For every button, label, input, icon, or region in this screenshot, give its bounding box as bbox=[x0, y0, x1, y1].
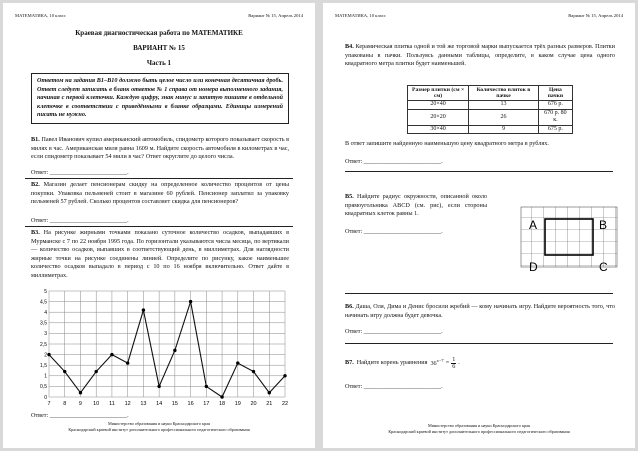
table-row bbox=[408, 100, 573, 109]
chart-point-9 bbox=[79, 391, 82, 394]
task-text: Павел Иванович купил американский автомобиль, спидометр которого показывает скорость в милях в час. Американская миля равна 1609 м. Найдите скорость автомобиля в километрах в час, если спидометр показывает 54 мили в час? Ответ округлите до целого числа. bbox=[31, 136, 289, 161]
chart-point-12 bbox=[126, 361, 129, 364]
table-cell: 20×40 bbox=[408, 100, 469, 109]
answer-b6[interactable]: Ответ: _________________________. bbox=[345, 328, 443, 335]
chart-point-8 bbox=[63, 370, 66, 373]
fraction-denominator: 6 bbox=[452, 363, 456, 371]
chart-grid bbox=[49, 291, 285, 397]
task-b7 bbox=[345, 357, 460, 370]
divider bbox=[345, 343, 613, 344]
divider bbox=[25, 226, 293, 227]
page-left bbox=[3, 3, 315, 448]
x-tick-label: 21 bbox=[266, 401, 273, 407]
chart-point-11 bbox=[110, 353, 113, 356]
task-text: Найдите радиус окружности, описанной около прямоугольника ABCD (см. рис), если стороны квадратных клеток равны 1. bbox=[345, 193, 487, 218]
task-label: В2. bbox=[31, 181, 40, 188]
chart-series-line bbox=[49, 302, 285, 397]
y-tick-label: 2 bbox=[44, 352, 47, 359]
chart-y-tick-labels bbox=[40, 289, 47, 401]
chart-point-16 bbox=[189, 300, 192, 303]
x-tick-label: 7 bbox=[47, 401, 51, 407]
table-header-cell: Количество плиток в пачке bbox=[469, 86, 539, 101]
x-tick-label: 11 bbox=[109, 401, 115, 407]
y-tick-label: 2,5 bbox=[40, 341, 47, 348]
table-cell: 20×20 bbox=[408, 109, 469, 125]
task-label: В1. bbox=[31, 136, 40, 143]
table-cell: 26 bbox=[469, 109, 539, 125]
vertex-d-label: D bbox=[529, 260, 538, 274]
y-tick-label: 0 bbox=[44, 394, 47, 401]
chart-point-7 bbox=[47, 353, 50, 356]
page-right bbox=[323, 3, 635, 448]
equation-exponent: x−7 bbox=[436, 358, 444, 364]
header-subject: МАТЕМАТИКА, 10 класс bbox=[335, 13, 386, 18]
task-b1 bbox=[31, 136, 289, 162]
grid-paper bbox=[521, 207, 617, 267]
x-tick-label: 20 bbox=[250, 401, 257, 407]
task-b6 bbox=[345, 303, 615, 320]
fraction-numerator: 1 bbox=[452, 356, 456, 363]
x-tick-label: 18 bbox=[219, 401, 226, 407]
task-b4 bbox=[345, 43, 615, 69]
divider bbox=[345, 293, 613, 294]
answer-b5[interactable]: Ответ: _________________________. bbox=[345, 228, 443, 235]
task-label: В4. bbox=[345, 43, 354, 50]
vertex-c-label: C bbox=[599, 260, 608, 274]
precipitation-chart bbox=[29, 287, 291, 409]
table-row bbox=[408, 125, 573, 134]
table-cell: 675 р. bbox=[538, 125, 572, 134]
header-variant: Вариант № 15, Апрель 2014 bbox=[248, 13, 303, 18]
answer-b4[interactable]: Ответ: _________________________. bbox=[345, 158, 443, 165]
answer-b7[interactable]: Ответ: _________________________. bbox=[345, 383, 443, 390]
rectangle-abcd-figure bbox=[519, 205, 623, 277]
chart-point-13 bbox=[142, 308, 145, 311]
divider bbox=[25, 178, 293, 179]
y-tick-label: 4,5 bbox=[40, 299, 47, 306]
vertex-b-label: B bbox=[599, 218, 608, 232]
x-tick-label: 15 bbox=[171, 401, 178, 407]
page-footer bbox=[333, 423, 625, 434]
x-tick-label: 14 bbox=[156, 401, 163, 407]
page-header bbox=[15, 13, 303, 18]
x-tick-label: 13 bbox=[140, 401, 147, 407]
equation-end: . bbox=[458, 359, 460, 367]
chart-point-10 bbox=[95, 370, 98, 373]
chart-point-21 bbox=[268, 391, 271, 394]
answer-b1[interactable]: Ответ: _________________________. bbox=[31, 169, 129, 176]
answer-b3[interactable]: Ответ: _________________________. bbox=[31, 412, 129, 419]
divider bbox=[345, 171, 613, 172]
chart-point-15 bbox=[173, 349, 176, 352]
x-tick-label: 10 bbox=[93, 401, 100, 407]
chart-point-18 bbox=[220, 395, 223, 398]
table-header-row bbox=[408, 86, 573, 101]
chart-point-19 bbox=[236, 361, 239, 364]
y-tick-label: 4 bbox=[44, 310, 47, 316]
footer-line: Краснодарский краевой институт дополнительного профессионального педагогического образования bbox=[68, 426, 250, 432]
footer-line: Министерство образования и науки Краснодарского края bbox=[428, 423, 530, 428]
header-subject: МАТЕМАТИКА, 10 класс bbox=[15, 13, 66, 18]
footer-line: Министерство образования и науки Краснодарского края bbox=[108, 421, 210, 426]
x-tick-label: 17 bbox=[203, 401, 210, 407]
fraction bbox=[451, 357, 456, 370]
y-tick-label: 1,5 bbox=[40, 363, 47, 369]
header-variant: Вариант № 15, Апрель 2014 bbox=[568, 13, 623, 18]
table-cell: 9 bbox=[469, 125, 539, 134]
task-b5 bbox=[345, 193, 487, 219]
task-label: В6. bbox=[345, 303, 354, 310]
table-cell: 676 р. bbox=[538, 100, 572, 109]
task-text: Даша, Оля, Дима и Денис бросили жребий — кому начинать игру. Найдите вероятность того, что начинать игру должна будет девочка. bbox=[345, 303, 616, 319]
table-cell: 670 р. 80 к. bbox=[538, 109, 572, 125]
task-label: В3. bbox=[31, 229, 40, 236]
x-tick-label: 8 bbox=[63, 401, 67, 407]
chart-point-20 bbox=[252, 370, 255, 373]
chart-points bbox=[47, 300, 286, 399]
vertex-a-label: A bbox=[529, 218, 538, 232]
task-label: В5. bbox=[345, 193, 354, 200]
y-tick-label: 1 bbox=[44, 373, 47, 380]
x-tick-label: 9 bbox=[78, 401, 82, 407]
work-title: Краевая диагностическая работа по МАТЕМАТИКЕ bbox=[75, 29, 243, 37]
y-tick-label: 5 bbox=[44, 288, 47, 295]
task-b2 bbox=[31, 181, 289, 207]
footer-line: Краснодарский краевой институт дополнительного профессионального педагогического образования bbox=[388, 428, 570, 434]
table-row bbox=[408, 109, 573, 125]
x-tick-label: 12 bbox=[124, 401, 131, 407]
x-tick-label: 16 bbox=[187, 401, 194, 407]
chart-point-22 bbox=[283, 374, 286, 377]
task-text: Магазин делает пенсионерам скидку на определенное количество процентов от цены покупки. Упаковка пельменей стоит в магазине 60 рублей. Пенсионер заплатил за упаковку пельменей 57 рублей. Сколько процентов составляет скидка для пенсионеров? bbox=[31, 181, 290, 206]
page-header bbox=[335, 13, 623, 18]
chart-point-14 bbox=[157, 385, 160, 388]
part-title: Часть 1 bbox=[146, 59, 172, 67]
table-header-cell: Размер плитки (см × см) bbox=[408, 86, 469, 101]
task-label: В7. bbox=[345, 359, 354, 367]
y-tick-label: 0,5 bbox=[40, 384, 47, 391]
answer-b2[interactable]: Ответ: _________________________. bbox=[31, 217, 129, 224]
chart-x-tick-labels bbox=[47, 401, 288, 407]
x-tick-label: 19 bbox=[234, 401, 241, 407]
task-text: На рисунке жирными точками показано суточное количество осадков, выпадавших в Мурманске с 7 по 22 ноября 1995 года. По горизонтали указываются числа месяца, по вертикали — количество осадков, выпавших в соответствующий день, в миллиметрах. Для наглядности жирные точки на рисунке соединены линией. Определите по рисунку, какое наименьшее количество осадков выпадало в период с 10 по 16 ноября включительно. Ответ дайте в миллиметрах. bbox=[31, 229, 290, 279]
task-text: Керамическая плитка одной и той же торговой марки выпускается трёх разных размеров. Плитки упакованы в пачки. Пользуясь данными таблицы, определите, в каком случае цена одного квадратного метра плитки будет наименьшей. bbox=[345, 43, 615, 68]
instructions-box: Ответом на задания В1–В10 должно быть целое число или конечная десятичная дробь. Ответ следует записать в бланк ответов № 1 справа от номера выполненного задания, начиная с первой клеточки. Каждую цифру, знак минус и запятую пишите в отдельной клеточке в соответствии с приведёнными в бланке образцами. Единицы измерений писать не нужно. bbox=[31, 73, 289, 124]
task-text: Найдите корень уравнения bbox=[356, 359, 428, 367]
table-cell: 30×40 bbox=[408, 125, 469, 134]
y-tick-label: 3 bbox=[44, 331, 47, 338]
table-header-cell: Цена пачки bbox=[538, 86, 572, 101]
task-b3 bbox=[31, 229, 289, 280]
b4-answer-note: В ответ запишите найденную наименьшую цену квадратного метра в рублях. bbox=[345, 140, 549, 147]
table-cell: 13 bbox=[469, 100, 539, 109]
equation-equals: = bbox=[445, 359, 450, 367]
equation bbox=[430, 357, 459, 370]
equation-base: 36 bbox=[430, 360, 437, 368]
variant-title: ВАРИАНТ № 15 bbox=[133, 44, 185, 52]
page-footer bbox=[13, 421, 305, 432]
tiles-table bbox=[407, 85, 573, 134]
chart-point-17 bbox=[205, 385, 208, 388]
x-tick-label: 22 bbox=[281, 401, 289, 407]
y-tick-label: 3,5 bbox=[40, 320, 47, 327]
